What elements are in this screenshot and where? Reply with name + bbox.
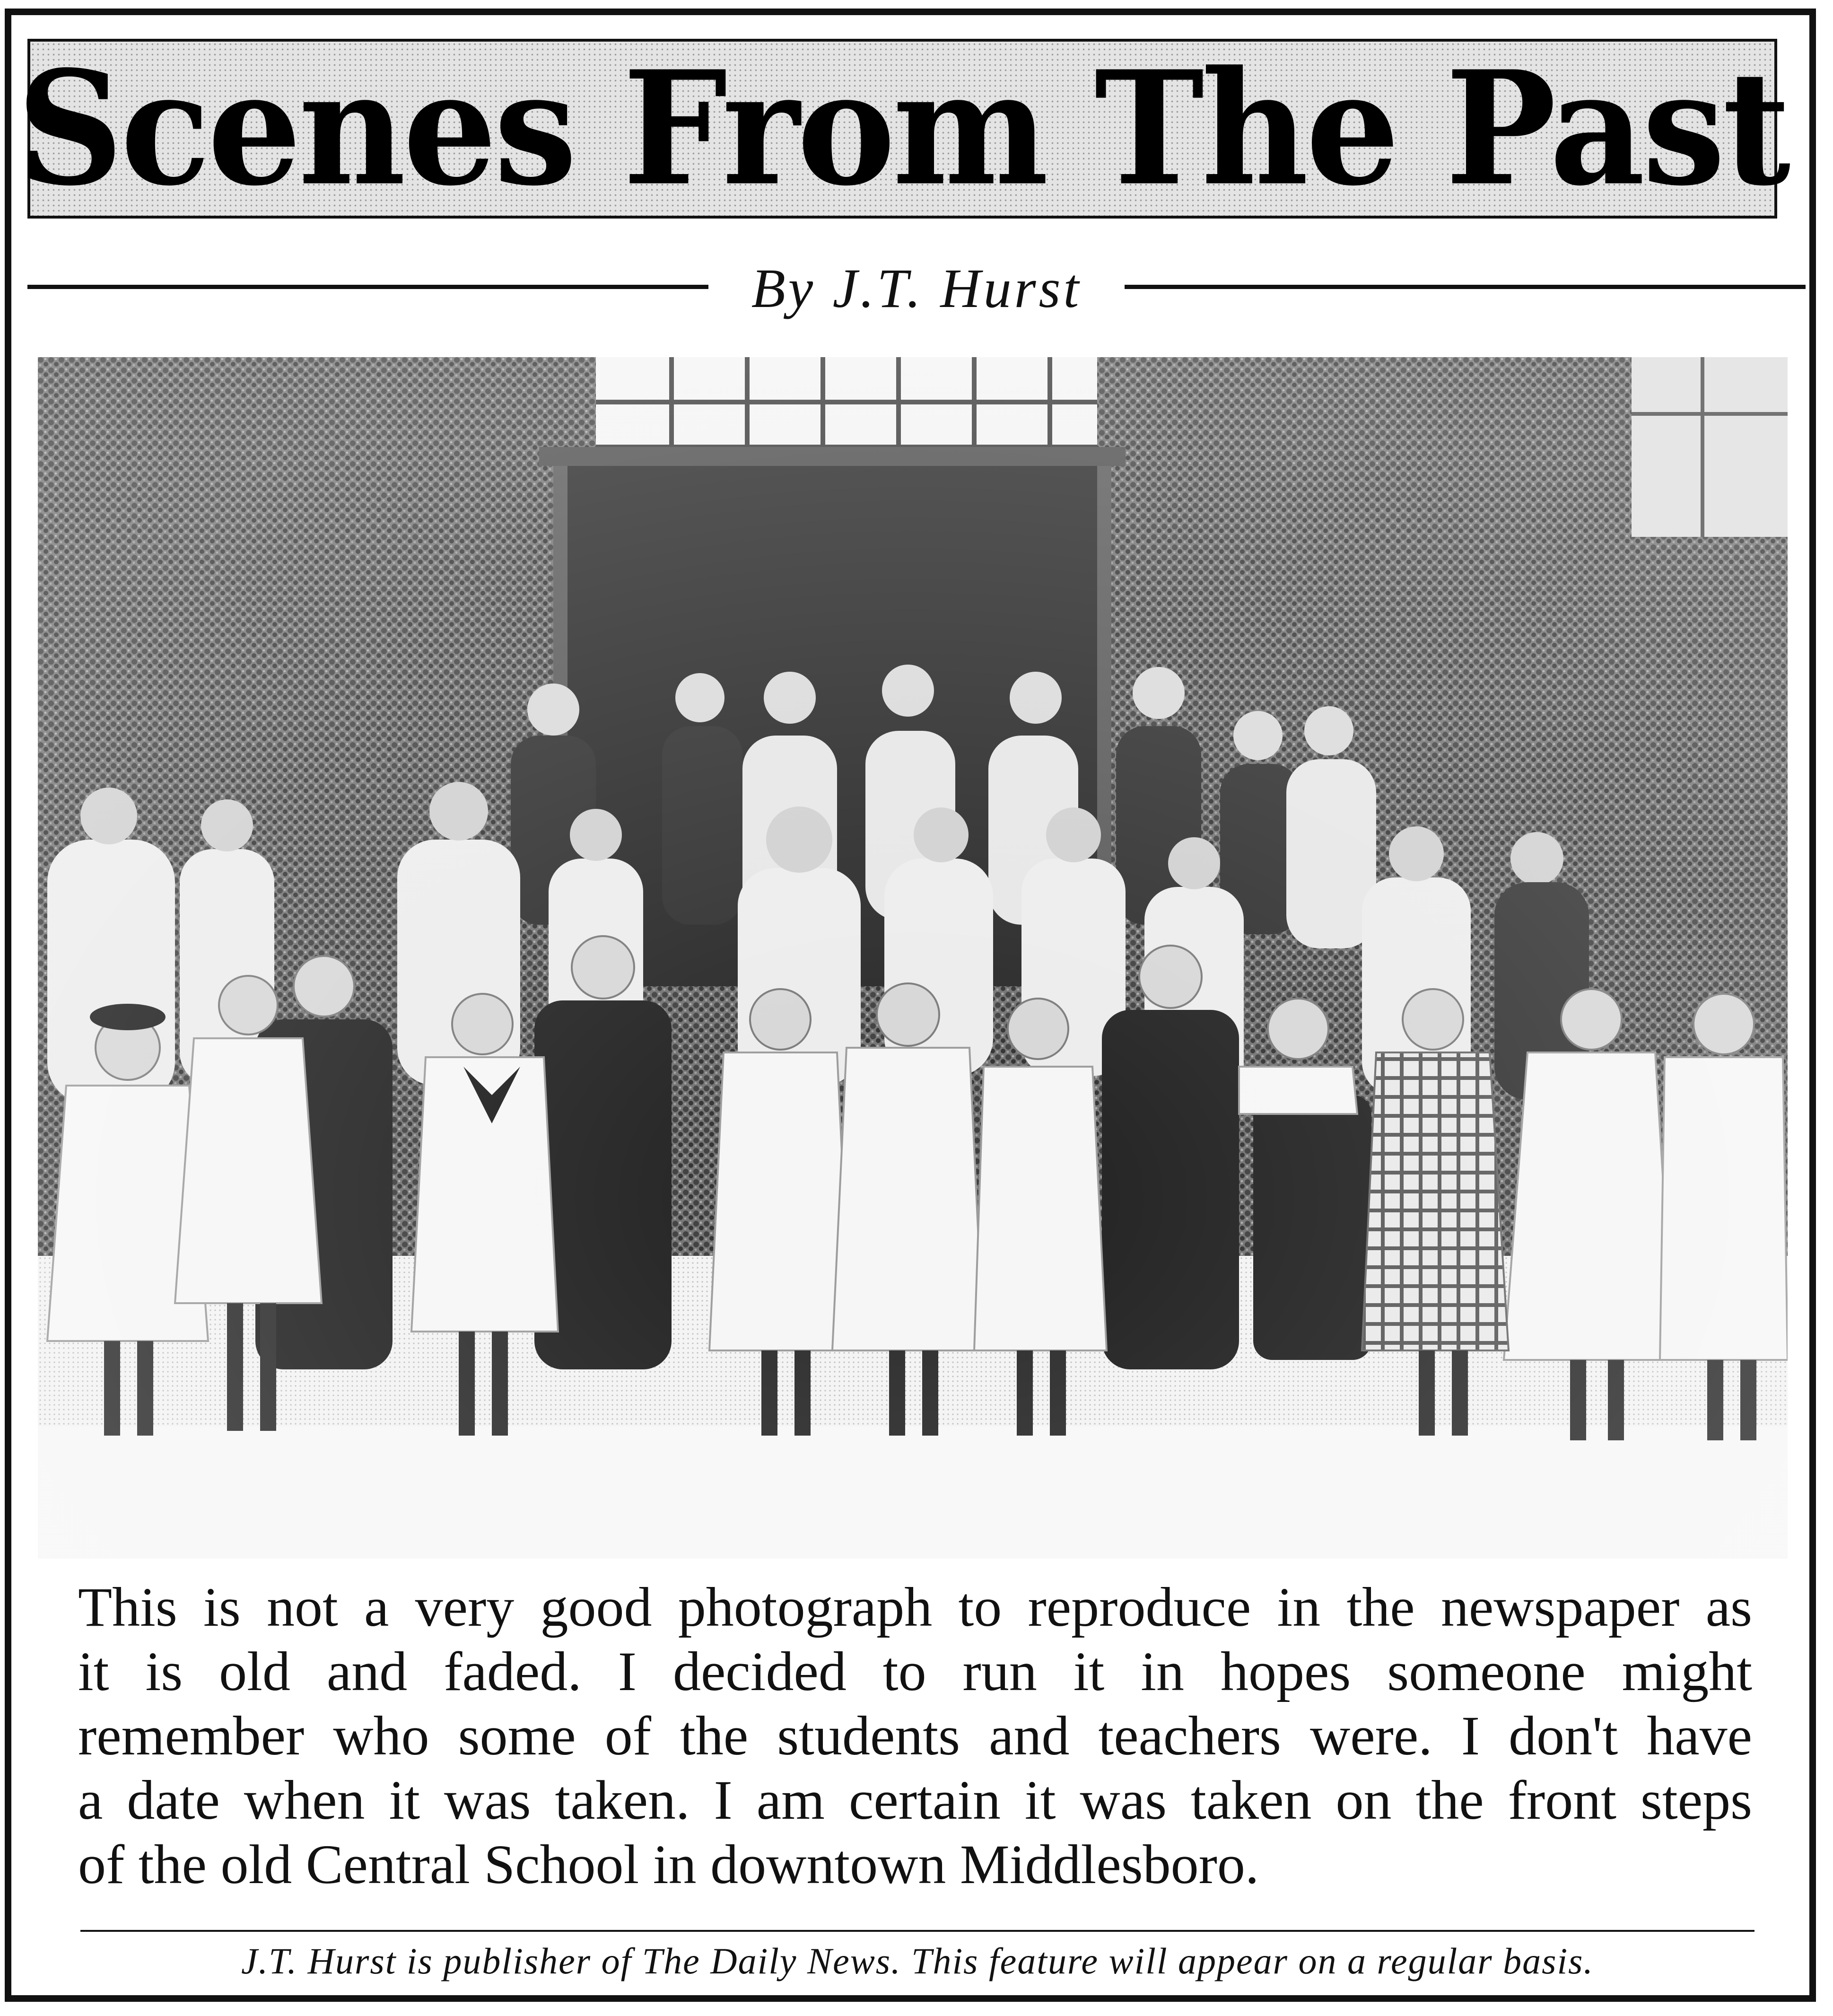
caption-paragraph	[78, 1575, 1752, 1897]
footer-note: J.T. Hurst is publisher of The Daily News. This feature will appear on a regular basis.	[241, 1940, 1594, 1981]
masthead-banner	[17, 36, 1788, 220]
caption-line: This is not a very good photograph to reproduce in the newspaper as	[78, 1576, 1752, 1638]
footer-rule	[80, 1930, 1754, 1932]
caption-line: remember who some of the students and teachers were. I don't have	[78, 1705, 1752, 1767]
caption-line: of the old Central School in downtown Middlesboro.	[78, 1833, 1259, 1895]
class-photograph	[38, 357, 1788, 1559]
byline-row	[27, 255, 1806, 326]
caption-line: it is old and faded. I decided to run it in hopes someone might	[78, 1640, 1752, 1702]
caption-line: a date when it was taken. I am certain it was taken on the front steps	[78, 1769, 1752, 1831]
byline: By J.T. Hurst	[751, 257, 1082, 319]
masthead-title: Scenes From The Past	[17, 36, 1788, 220]
byline-rule-right	[1125, 285, 1806, 289]
byline-rule-left	[27, 285, 708, 289]
